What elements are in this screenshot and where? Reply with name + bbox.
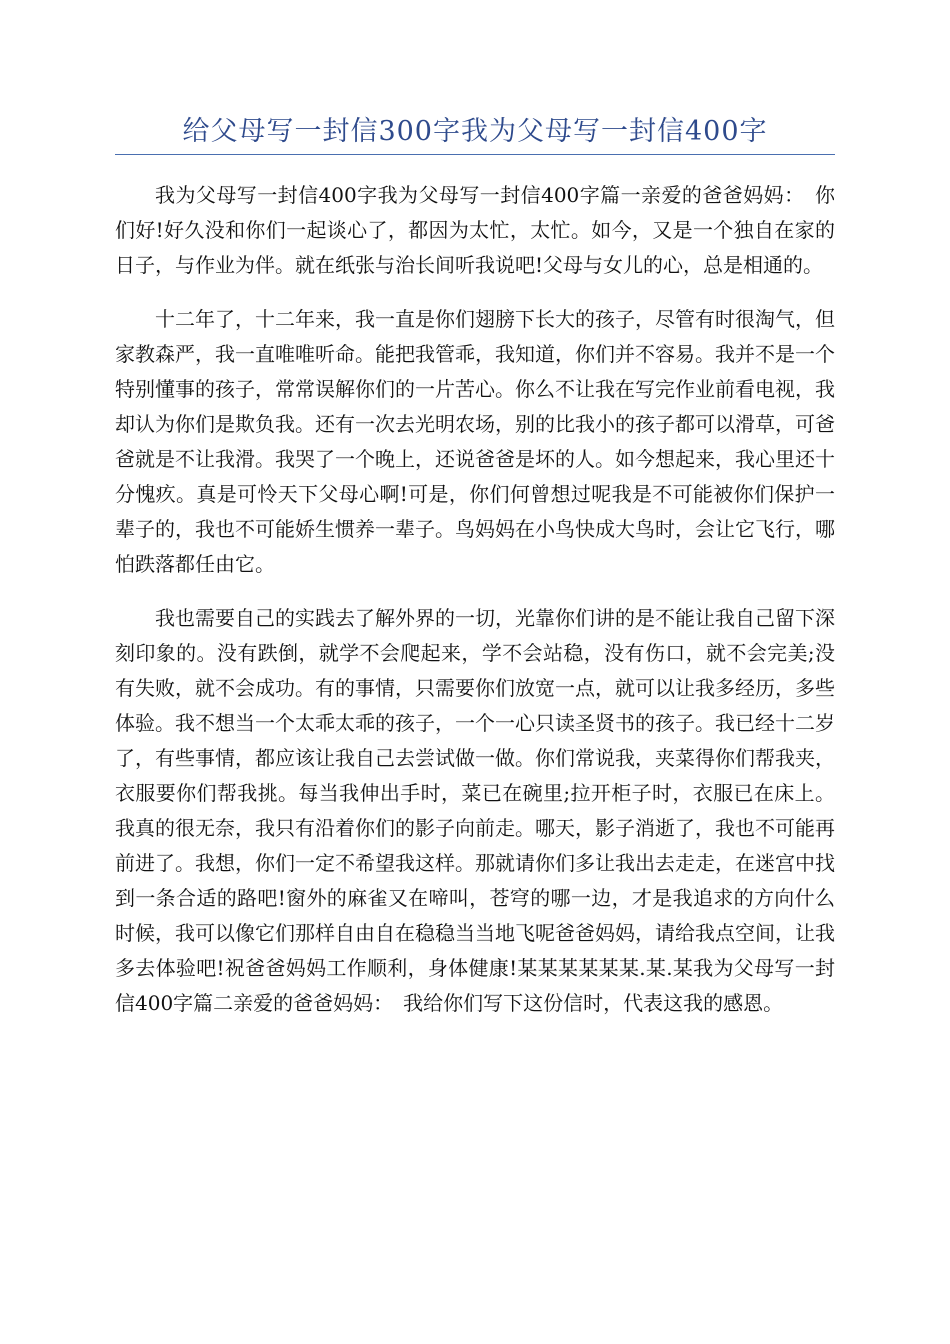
document-body — [115, 178, 835, 1040]
document-title: 给父母写一封信300字我为父母写一封信400字 — [182, 116, 768, 147]
paragraph-2: 十二年了，十二年来，我一直是你们翅膀下长大的孩子，尽管有时很淘气，但家教森严，我一直唯唯听命。能把我管乖，我知道，你们并不容易。我并不是一个特别懂事的孩子，常常误解你们的一片苦心。你么不让我在写完作业前看电视，我却认为你们是欺负我。还有一次去光明农场，别的比我小的孩子都可以滑草，可爸爸就是不让我滑。我哭了一个晚上，还说爸爸是坏的人。如今想起来，我心里还十分愧疚。真是可怜天下父母心啊!可是，你们何曾想过呢我是不可能被你们保护一辈子的，我也不可能娇生惯养一辈子。鸟妈妈在小鸟快成大鸟时，会让它飞行，哪怕跌落都任由它。 — [115, 307, 835, 576]
paragraph-1: 我为父母写一封信400字我为父母写一封信400字篇一亲爱的爸爸妈妈： 你们好!好久没和你们一起谈心了，都因为太忙，太忙。如今，又是一个独自在家的日子，与作业为伴。就在纸张与治长间听我说吧!父母与女儿的心，总是相通的。 — [115, 183, 835, 277]
title-underline — [115, 154, 835, 155]
paragraph-3: 我也需要自己的实践去了解外界的一切，光靠你们讲的是不能让我自己留下深刻印象的。没有跌倒，就学不会爬起来，学不会站稳，没有伤口，就不会完美;没有失败，就不会成功。有的事情，只需要你们放宽一点，就可以让我多经历，多些体验。我不想当一个太乖太乖的孩子，一个一心只读圣贤书的孩子。我已经十二岁了，有些事情，都应该让我自己去尝试做一做。你们常说我，夹菜得你们帮我夹，衣服要你们帮我挑。每当我伸出手时，菜已在碗里;拉开柜子时，衣服已在床上。我真的很无奈，我只有沿着你们的影子向前走。哪天，影子消逝了，我也不可能再前进了。我想，你们一定不希望我这样。那就请你们多让我出去走走，在迷宫中找到一条合适的路吧!窗外的麻雀又在啼叫，苍穹的哪一边，才是我追求的方向什么时候，我可以像它们那样自由自在稳稳当当地飞呢爸爸妈妈，请给我点空间，让我多去体验吧!祝爸爸妈妈工作顺利，身体健康!某某某某某某.某.某我为父母写一封信400字篇二亲爱的爸爸妈妈： 我给你们写下这份信时，代表这我的感恩。 — [115, 606, 835, 1015]
